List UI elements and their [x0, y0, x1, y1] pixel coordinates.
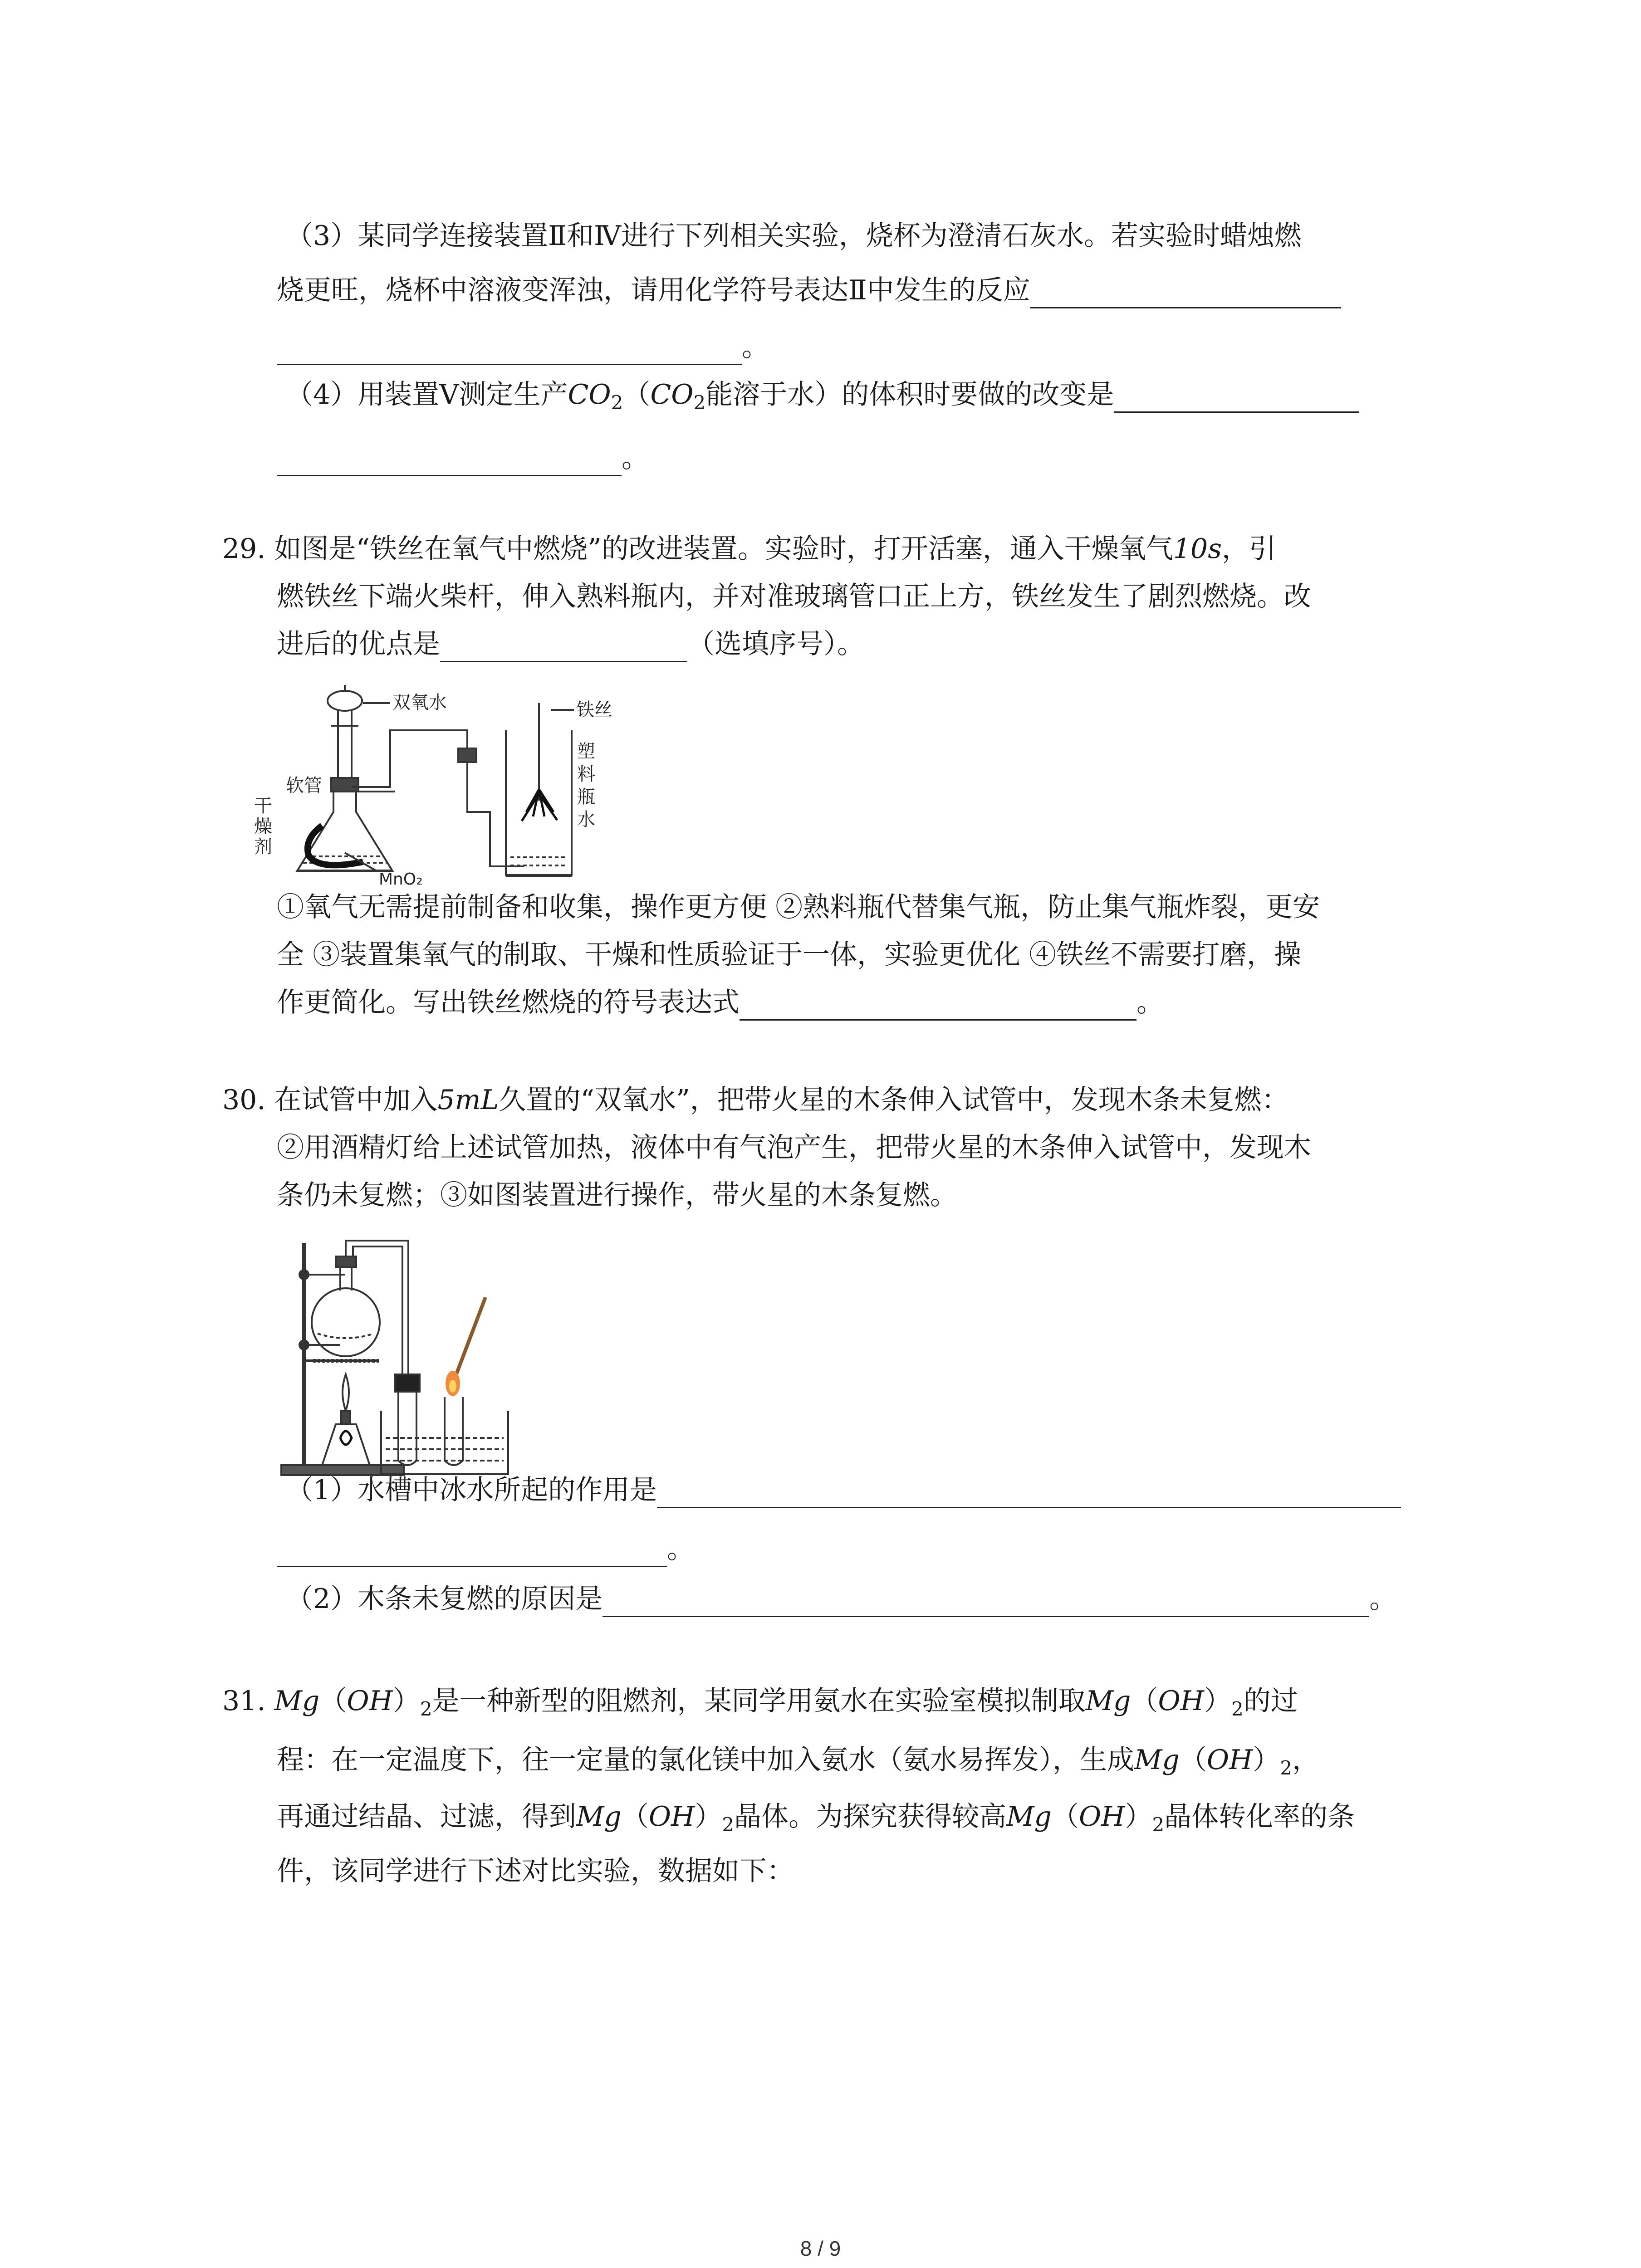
page-number: 8 / 9: [800, 2237, 841, 2260]
q30-sub1-line1: （1）水槽中冰水所起的作用是: [286, 1472, 1401, 1508]
q29-line1: 29. 如图是“铁丝在氧气中燃烧”的改进装置。实验时，打开活塞，通入干燥氧气10s，引: [222, 533, 1276, 565]
answer-blank[interactable]: [1030, 279, 1341, 308]
label-bottle-2: 料: [577, 764, 595, 785]
q28-part3-line3: 。: [277, 329, 769, 365]
q29-line2: 燃铁丝下端火柴杆，伸入熟料瓶内，并对准玻璃管口正上方，铁丝发生了剧烈燃烧。改: [277, 581, 1311, 612]
q30-line3: 条仍未复燃；③如图装置进行操作，带火星的木条复燃。: [277, 1179, 957, 1211]
label-mno2: MnO₂: [379, 870, 423, 889]
q31-line3: 再通过结晶、过滤，得到$Mg(OH)_2$晶体。为探究获得较高$Mg(OH)_2$晶体转化率的条: [277, 1801, 1355, 1836]
q29-line3: 进后的优点是 （选填序号）。: [277, 626, 864, 662]
label-iron-wire: 铁丝: [576, 699, 612, 720]
answer-blank[interactable]: [740, 991, 1136, 1021]
q31-line2: 程：在一定温度下，往一定量的氯化镁中加入氨水（氨水易挥发），生成$Mg(OH)_2$，: [277, 1744, 1320, 1779]
peroxide-heating-diagram: [272, 1225, 526, 1479]
q28-part4-line2: 。: [277, 440, 649, 476]
question-number: 30.: [222, 1084, 266, 1116]
q28-part3-line1: （3）某同学连接装置Ⅱ和Ⅳ进行下列相关实验，烧杯为澄清石灰水。若实验时蜡烛燃: [286, 220, 1302, 252]
answer-blank[interactable]: [603, 1588, 1369, 1617]
q31-line4: 件，该同学进行下述对比实验，数据如下：: [277, 1855, 794, 1887]
label-peroxide: 双氧水: [392, 692, 447, 713]
label-water: 水: [577, 809, 595, 830]
answer-blank[interactable]: [277, 447, 622, 476]
label-desiccant-1: 干: [254, 796, 272, 816]
q31-line1: 31. $Mg(OH)_2$是一种新型的阻燃剂，某同学用氨水在实验室模拟制取$Mg(OH)_2$的过: [222, 1685, 1298, 1720]
q29-options-line2: 全 ③装置集氧气的制取、干燥和性质验证于一体，实验更优化 ④铁丝不需要打磨，操: [277, 939, 1302, 971]
label-bottle-1: 塑: [577, 741, 595, 762]
answer-blank[interactable]: [440, 633, 687, 662]
answer-blank[interactable]: [277, 1538, 667, 1567]
question-number: 31.: [222, 1685, 266, 1717]
question-number: 29.: [222, 533, 266, 565]
q30-sub2: （2）木条未复燃的原因是 。: [286, 1581, 1396, 1617]
q28-part4-line1: （4）用装置Ⅴ测定生产$CO_2(CO_2$能溶于水）的体积时要做的改变是: [286, 376, 1359, 413]
answer-blank[interactable]: [277, 336, 742, 365]
answer-blank[interactable]: [1114, 383, 1359, 413]
label-hose: 软管: [286, 775, 322, 796]
iron-wire-combustion-diagram: [254, 676, 612, 889]
q29-options-line1: ①氧气无需提前制备和收集，操作更方便 ②熟料瓶代替集气瓶，防止集气瓶炸裂，更安: [277, 891, 1320, 923]
q29-options-line3: 作更简化。写出铁丝燃烧的符号表达式 。: [277, 984, 1164, 1021]
label-desiccant-3: 剂: [254, 836, 272, 857]
answer-blank[interactable]: [657, 1479, 1401, 1508]
q28-part3-line2: 烧更旺，烧杯中溶液变浑浊，请用化学符号表达Ⅱ中发生的反应: [277, 272, 1341, 308]
label-bottle-3: 瓶: [577, 787, 595, 807]
q30-line1: 30. 在试管中加入5mL久置的“双氧水”，把带火星的木条伸入试管中，发现木条未复燃：: [222, 1084, 1289, 1116]
q30-sub1-line2: 。: [277, 1531, 694, 1567]
q30-line2: ②用酒精灯给上述试管加热，液体中有气泡产生，把带火星的木条伸入试管中，发现木: [277, 1132, 1311, 1163]
label-desiccant-2: 燥: [254, 816, 272, 837]
